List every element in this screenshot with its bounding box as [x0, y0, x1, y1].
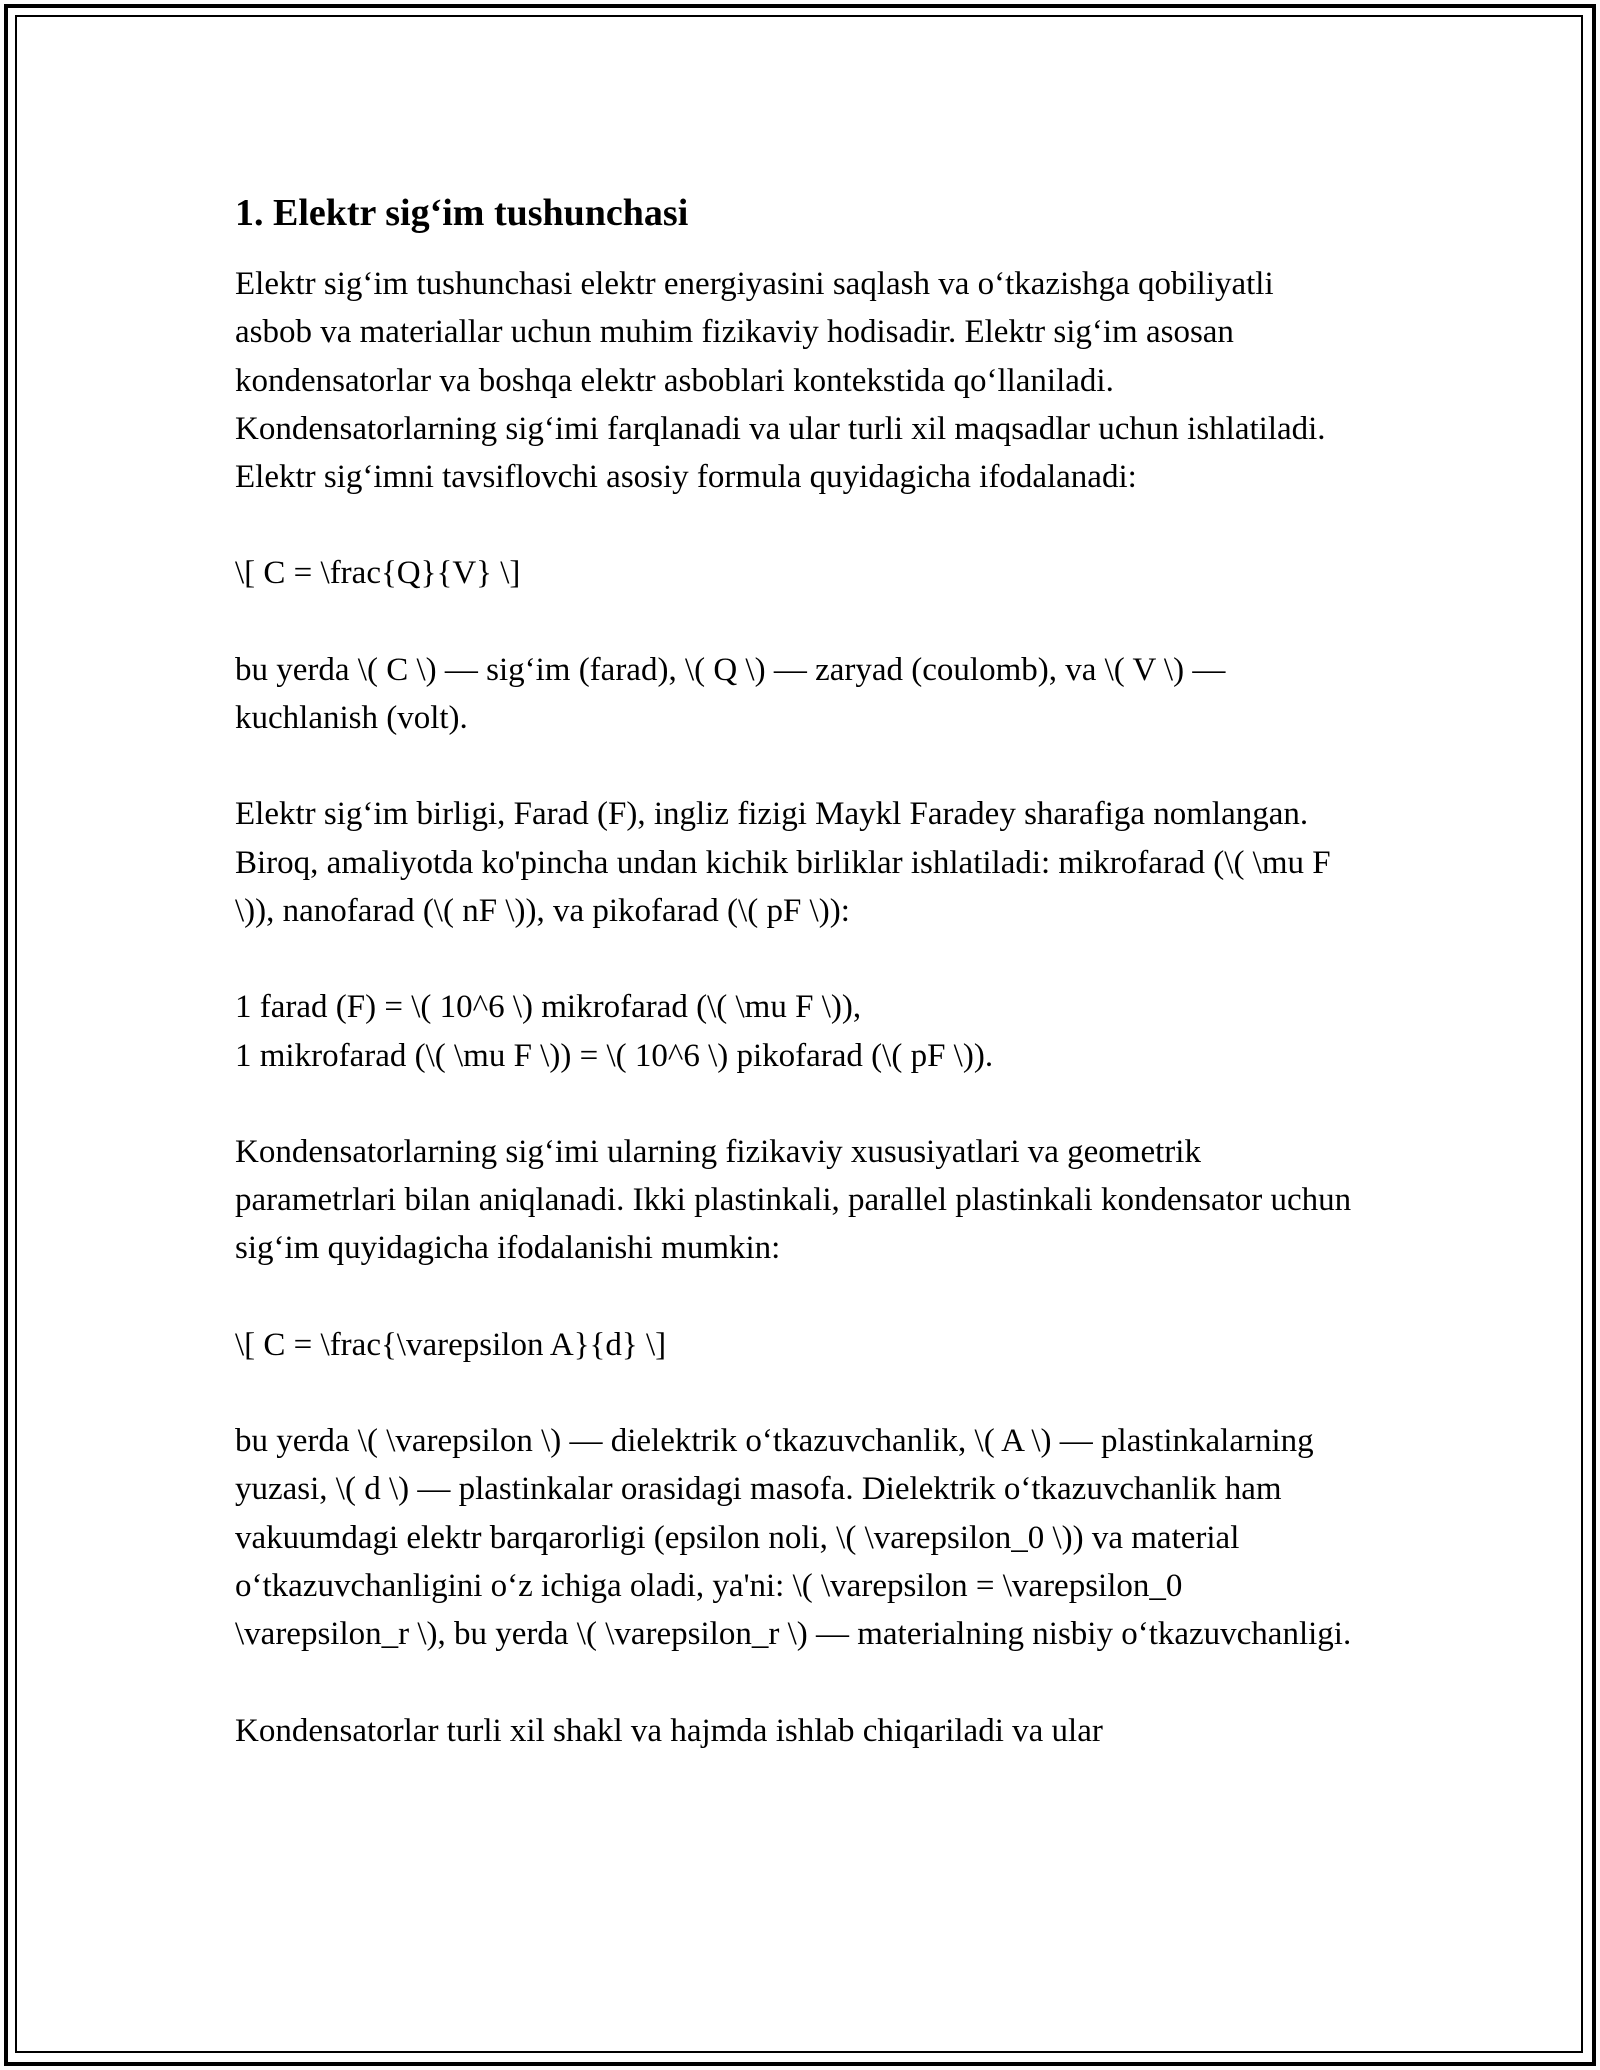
unit-conversion-line-1: 1 farad (F) = \( 10^6 \) mikrofarad (\( \mu F \)), — [235, 989, 862, 1026]
section-heading: 1. Elektr sig‘im tushunchasi — [235, 192, 689, 234]
unit-conversion-line-2: 1 mikrofarad (\( \mu F \)) = \( 10^6 \) pikofarad (\( pF \)). — [235, 1037, 994, 1074]
units-paragraph: Elektr sig‘im birligi, Farad (F), ingliz fizigi Maykl Faradey sharafiga nomlangan. Biroq, amaliyotda ko'pincha undan kichik birliklar ishlatiladi: mikrofarad (\( \mu F \)), nanofarad (\( nF \)), va pikofarad (\( pF \)): — [235, 796, 1331, 929]
unit-conversion-paragraph — [235, 983, 1355, 1080]
permittivity-paragraph: bu yerda \( \varepsilon \) — dielektrik o‘tkazuvchanlik, \( A \) — plastinkalarning yuzasi, \( d \) — plastinkalar orasidagi masofa. Dielektrik o‘tkazuvchanlik ham vakuumdagi elektr barqarorligi (epsilon noli, \( \varepsilon_0 \)) va material o‘tkazuvchanligini o‘z ichiga oladi, ya'ni: \( \varepsilon = \varepsilon_0 \varepsilon_r \), bu yerda \( \varepsilon_r \) — materialning nisbiy o‘tkazuvchanligi. — [235, 1423, 1352, 1653]
capacitance-formula: \[ C = \frac{Q}{V} \] — [235, 555, 521, 592]
intro-paragraph: Elektr sig‘im tushunchasi elektr energiyasini saqlash va o‘tkazishga qobiliyatli asbob va materiallar uchun muhim fizikaviy hodisadir. Elektr sig‘im asosan kondensatorlar va boshqa elektr asboblari kontekstida qo‘llaniladi. Kondensatorlarning sig‘imi farqlanadi va ular turli xil maqsadlar uchun ishlatiladi. Elektr sig‘imni tavsiflovchi asosiy formula quyidagicha ifodalanadi: — [235, 266, 1326, 496]
geometry-paragraph: Kondensatorlarning sig‘imi ularning fizikaviy xususiyatlari va geometrik parametrlari bilan aniqlanadi. Ikki plastinkali, parallel plastinkali kondensator uchun sig‘im quyidagicha ifodalanishi mumkin: — [235, 1133, 1352, 1267]
closing-paragraph: Kondensatorlar turli xil shakl va hajmda ishlab chiqariladi va ular — [235, 1712, 1103, 1749]
formula-variables-paragraph: bu yerda \( C \) — sig‘im (farad), \( Q \) — zaryad (coulomb), va \( V \) — kuchlanish (volt). — [235, 651, 1226, 737]
document-body — [235, 186, 1355, 1755]
parallel-plate-formula: \[ C = \frac{\varepsilon A}{d} \] — [235, 1326, 667, 1363]
